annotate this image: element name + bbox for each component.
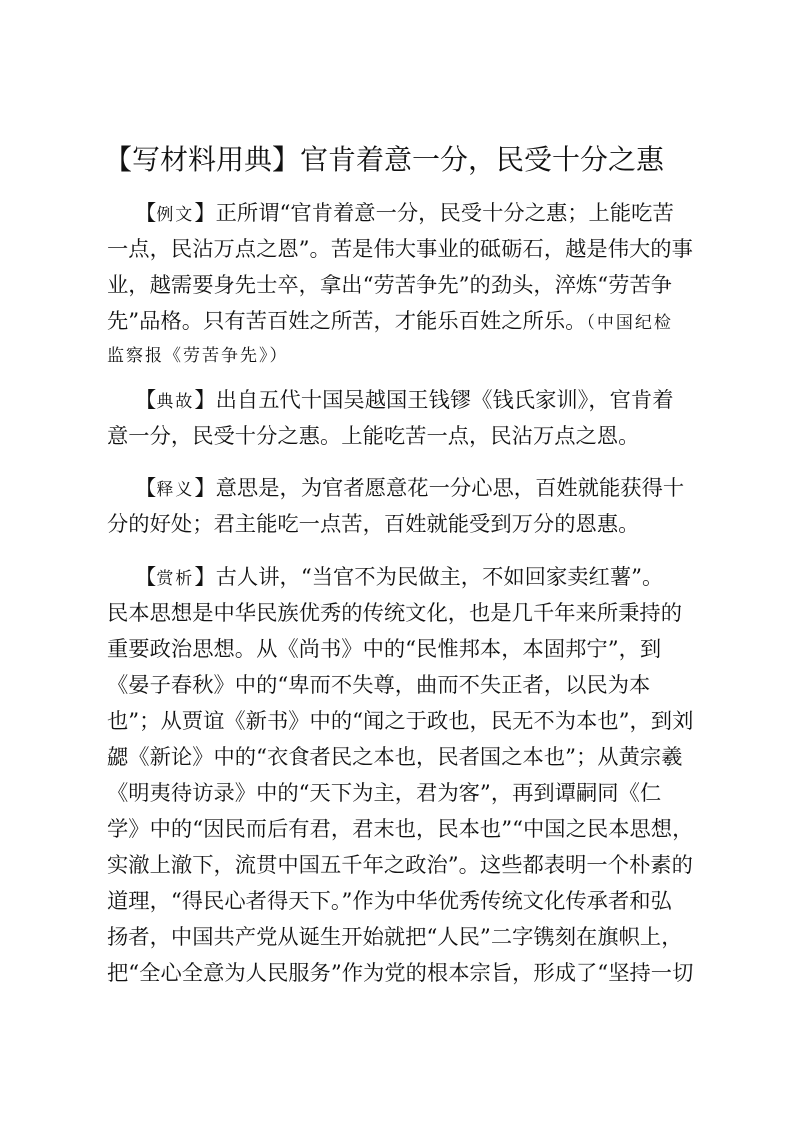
paragraph-line — [135, 473, 684, 505]
paragraph-line — [135, 562, 663, 594]
tag-bracket-close: 】 — [194, 388, 216, 413]
paragraph-line: 扬者，中国共产党从诞生开始就把“人民”二字镌刻在旗帜上， — [107, 925, 683, 950]
paragraph-text: 先”品格。只有苦百姓之所苦，才能乐百姓之所乐。 — [107, 309, 587, 334]
paragraph-line: 把“全心全意为人民服务”作为党的根本宗旨，形成了“坚持一切 — [107, 961, 694, 986]
section-tag: 例文 — [156, 205, 195, 225]
paragraph-line: 意一分，民受十分之惠。上能吃苦一点，民沾万点之恩。 — [107, 424, 640, 449]
paragraph-line — [135, 198, 674, 230]
citation-source: （中国纪检 — [586, 313, 673, 333]
paragraph-line: 道理，“得民心者得天下。”作为中华优秀传统文化传承者和弘 — [107, 889, 672, 914]
page-title: 【写材料用典】官肯着意一分，民受十分之惠 — [104, 143, 665, 176]
tag-bracket-close: 】 — [194, 565, 216, 590]
paragraph-text: 古人讲，“当官不为民做主，不如回家卖红薯”。 — [215, 565, 664, 590]
citation-source: 监察报《劳苦争先》） — [107, 346, 289, 366]
tag-bracket-open: 【 — [135, 476, 157, 501]
paragraph-line: 分的好处；君主能吃一点苦，百姓就能受到万分的恩惠。 — [107, 512, 640, 537]
paragraph-line: 实澈上澈下，流贯中国五千年之政治”。这些都表明一个朴素的 — [107, 853, 693, 878]
paragraph-line: 业，越需要身先士卒，拿出“劳苦争先”的劲头，淬炼“劳苦争 — [107, 273, 673, 298]
paragraph-line: 民本思想是中华民族优秀的传统文化，也是几千年来所秉持的 — [107, 601, 683, 626]
tag-bracket-close: 】 — [194, 476, 216, 501]
paragraph-text: 出自五代十国吴越国王钱镠《钱氏家训》，官肯着 — [215, 388, 674, 413]
tag-bracket-open: 【 — [135, 201, 157, 226]
paragraph-line: 勰《新论》中的“衣食者民之本也，民者国之本也”；从黄宗羲 — [107, 745, 683, 770]
paragraph-line: 也”；从贾谊《新书》中的“闻之于政也，民无不为本也”，到刘 — [107, 709, 694, 734]
paragraph-text: 正所谓“官肯着意一分，民受十分之惠；上能吃苦 — [215, 201, 674, 226]
section-tag: 典故 — [156, 392, 195, 412]
section-tag: 赏析 — [156, 569, 195, 589]
paragraph-text: 意思是，为官者愿意花一分心思，百姓就能获得十 — [215, 476, 685, 501]
tag-bracket-open: 【 — [135, 388, 157, 413]
paragraph-line — [135, 385, 674, 417]
paragraph-line: 《晏子春秋》中的“卑而不失尊，曲而不失正者，以民为本 — [107, 673, 651, 698]
section-tag: 释义 — [156, 480, 195, 500]
paragraph-line: 学》中的“因民而后有君，君末也，民本也”“中国之民本思想， — [107, 817, 694, 842]
paragraph-line: 一点，民沾万点之恩”。苦是伟大事业的砥砺石，越是伟大的事 — [107, 237, 693, 262]
paragraph-line: 重要政治思想。从《尚书》中的“民惟邦本，本固邦宁”，到 — [107, 637, 662, 662]
paragraph-line — [107, 306, 673, 338]
tag-bracket-open: 【 — [135, 565, 157, 590]
paragraph-line: 《明夷待访录》中的“天下为主，君为客”，再到谭嗣同《仁 — [107, 781, 662, 806]
tag-bracket-close: 】 — [194, 201, 216, 226]
